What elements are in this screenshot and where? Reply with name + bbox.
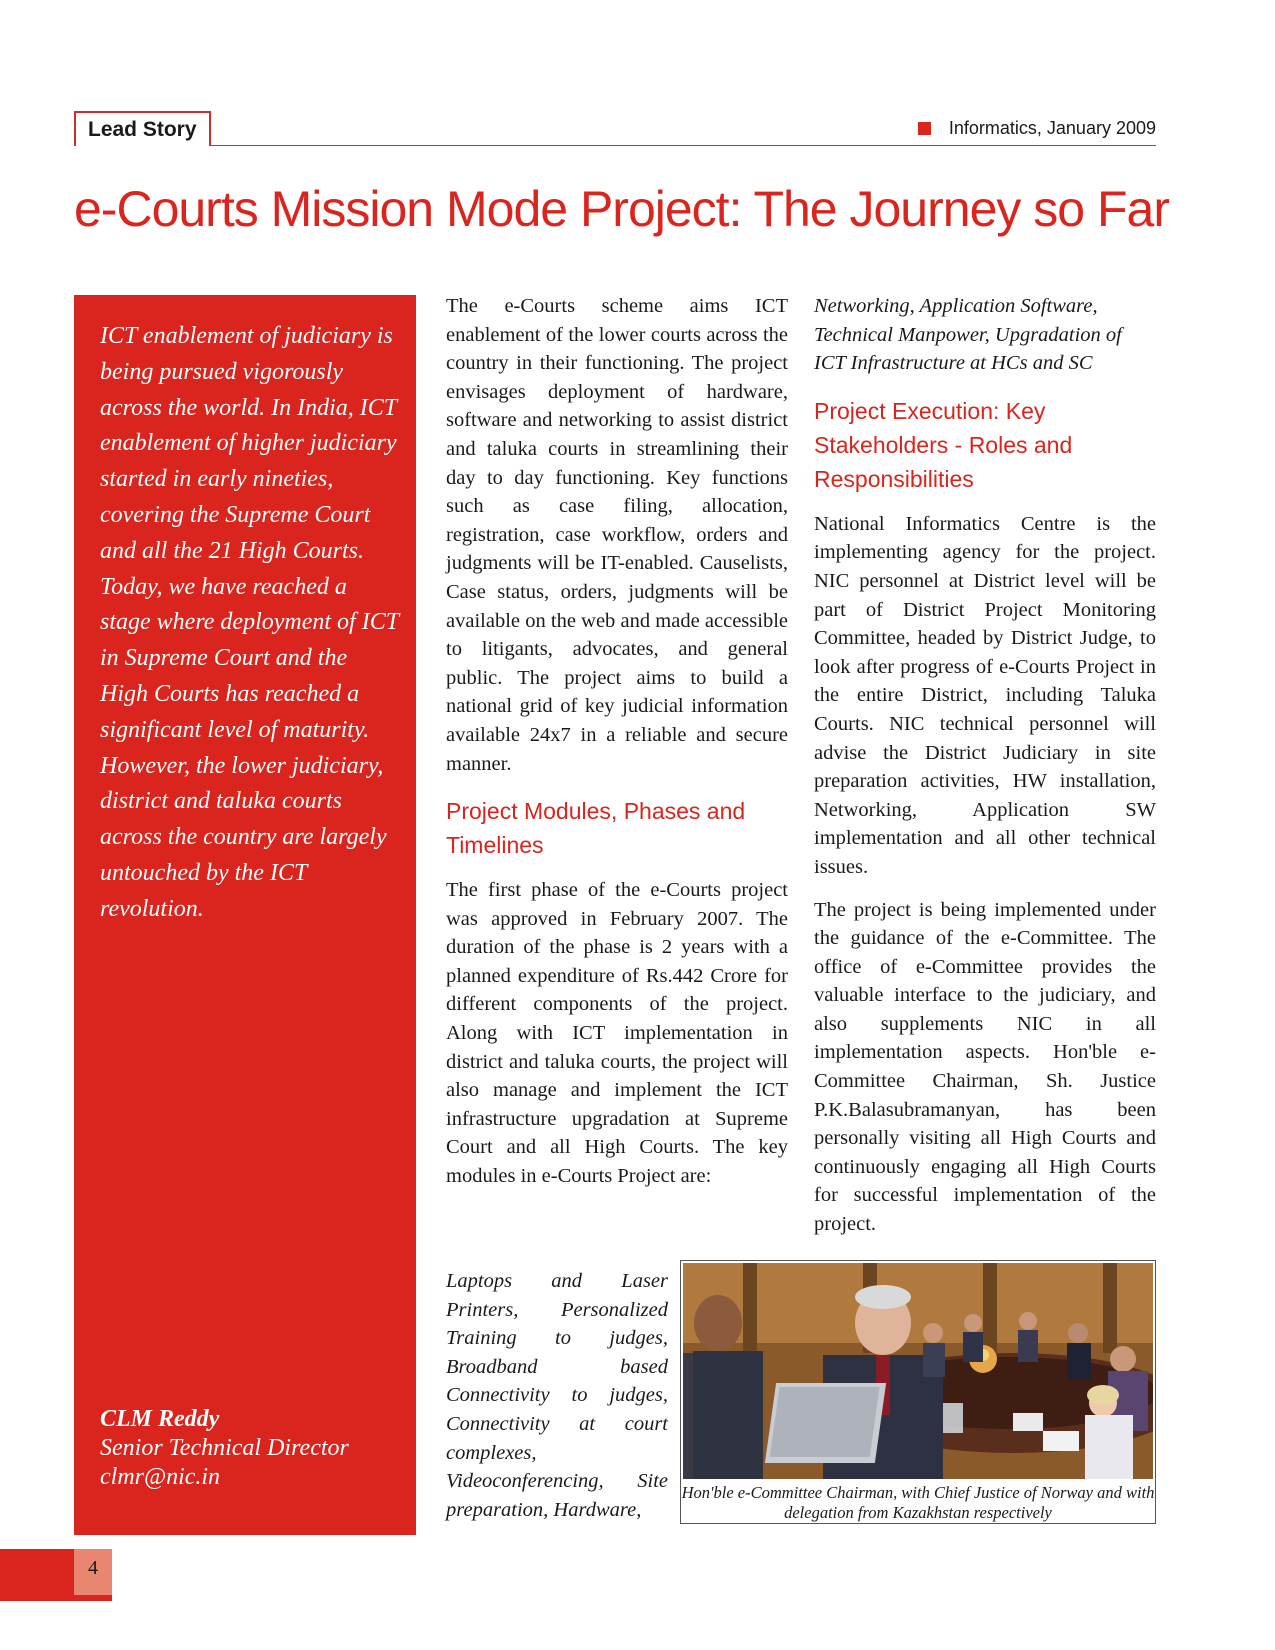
publication-info: [918, 118, 1156, 139]
subhead-modules: Project Modules, Phases and Timelines: [446, 798, 746, 859]
footer-red-strip: [74, 1595, 112, 1601]
article-column-middle: [446, 292, 788, 1191]
meeting-photo: [683, 1263, 1153, 1479]
author-title: Senior Technical Director: [100, 1435, 349, 1461]
photo-figure: [680, 1260, 1156, 1524]
photo-caption: Hon'ble e-Committee Chairman, with Chief Justice of Norway and with delegation from Kazakhstan respectively: [681, 1483, 1155, 1522]
square-bullet-icon: [918, 122, 931, 135]
intro-paragraph: The e-Courts scheme aims ICT enablement of the lower courts across the country in their functioning. The project envisages deployment of hardware, software and networking to assist district and taluka courts in streamlining their day to day functioning. Key functions such as case filing, allocation, registration, case workflow, orders and judgments will be IT-enabled. Causelists, Case status, orders, judgments will be available on the web and made accessible to litigants, advocates, and general public. The project aims to build a national grid of key judicial information available 24x7 in a reliable and secure manner.: [446, 295, 788, 775]
author-block: [100, 1405, 400, 1492]
article-column-right: [814, 292, 1156, 1239]
author-email[interactable]: clmr@nic.in: [100, 1464, 221, 1490]
author-name: CLM Reddy: [100, 1406, 220, 1432]
footer-red-block: [0, 1549, 74, 1601]
page-number: 4: [88, 1557, 98, 1579]
subhead-execution: Project Execution: Key Stakeholders - Roles and Responsibilities: [814, 397, 1073, 492]
section-label: Lead Story: [74, 111, 211, 146]
phase-paragraph: The first phase of the e-Courts project was approved in February 2007. The duration of the phase is 2 years with a planned expenditure of Rs.442 Crore for different components of the project. Along with ICT implementation in district and taluka courts, the project will also manage and implement the ICT infrastructure upgradation at Supreme Court and all High Courts. The key modules in e-Courts Project are:: [446, 879, 788, 1188]
pull-quote: ICT enablement of judiciary is being pursued vigorously across the world. In India, ICT enablement of higher judiciary started in early nineties, covering the Supreme Court and all the 21 High Courts. Today, we have reached a stage where deployment of ICT in Supreme Court and the High Courts has reached a significant level of maturity. However, the lower judiciary, district and taluka courts across the country are largely untouched by the ICT revolution.: [100, 323, 399, 922]
modules-list-continued: Networking, Application Software, Technical Manpower, Upgradation of ICT Infrastructure at HCs and SC: [814, 295, 1122, 375]
committee-paragraph: The project is being implemented under the guidance of the e-Committee. The office of e-Committee provides the valuable interface to the judiciary, and also supplements NIC in all implementation aspects. Hon'ble e-Committee Chairman, Sh. Justice P.K.Balasubramanyan, has been personally visiting all High Courts and continuously engaging all High Courts for successful implementation of the project.: [814, 898, 1156, 1236]
modules-list: Laptops and Laser Printers, Personalized Training to judges, Broadband based Connectivity to judges, Connectivity at court complexes, Videoconferencing, Site preparation, Hardware,: [446, 1270, 668, 1521]
article-title: e-Courts Mission Mode Project: The Journey so Far: [74, 181, 1169, 237]
sidebar-panel: [74, 295, 416, 1535]
header-rule: [74, 145, 1156, 146]
publication-label: Informatics, January 2009: [948, 118, 1156, 138]
nic-paragraph: National Informatics Centre is the implementing agency for the project. NIC personnel at District level will be part of District Project Monitoring Committee, headed by District Judge, to look after progress of e-Courts Project in the entire District, including Taluka Courts. NIC technical personnel will advise the District Judiciary in site preparation activities, HW installation, Networking, Application SW implementation and all other technical issues.: [814, 512, 1156, 878]
page-number-tab: [74, 1549, 112, 1595]
